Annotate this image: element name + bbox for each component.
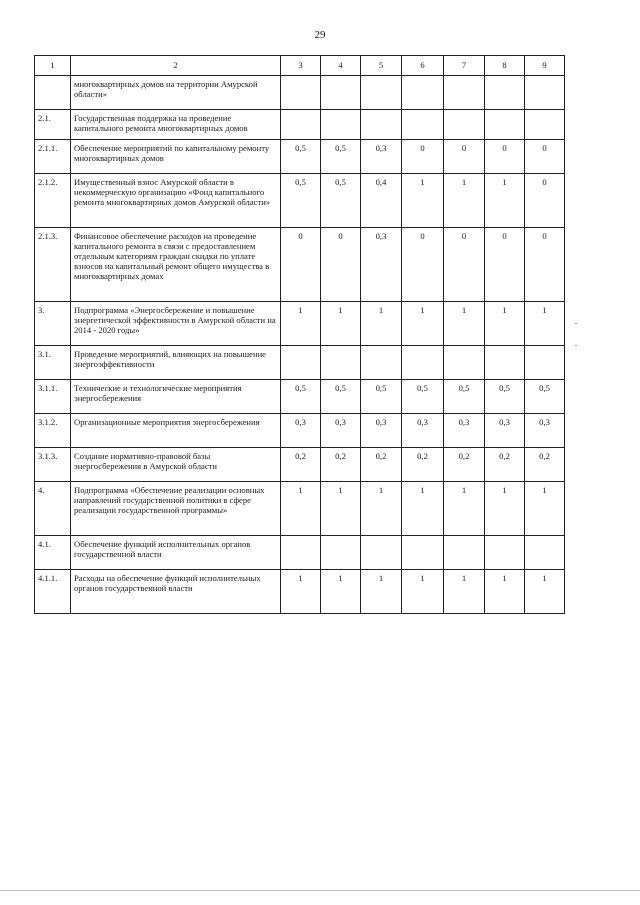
- value-cell: [361, 346, 402, 380]
- value-cell: 1: [402, 482, 444, 536]
- value-cell: 0,4: [361, 174, 402, 228]
- value-cell: [485, 76, 525, 110]
- value-cell: 0,2: [281, 448, 321, 482]
- value-cell: 1: [361, 482, 402, 536]
- value-cell: 1: [402, 570, 444, 614]
- value-cell: [281, 536, 321, 570]
- value-cell: 0: [444, 228, 485, 302]
- value-cell: 0,2: [361, 448, 402, 482]
- value-cell: [281, 76, 321, 110]
- value-cell: 0,3: [321, 414, 361, 448]
- value-cell: 0: [402, 140, 444, 174]
- value-cell: 0: [402, 228, 444, 302]
- value-cell: [402, 346, 444, 380]
- value-cell: 1: [485, 570, 525, 614]
- value-cell: 1: [281, 482, 321, 536]
- value-cell: 1: [485, 302, 525, 346]
- value-cell: 1: [485, 482, 525, 536]
- value-cell: 0,2: [321, 448, 361, 482]
- row-number: 3.1.3.: [35, 448, 71, 482]
- value-cell: [444, 346, 485, 380]
- value-cell: [525, 110, 565, 140]
- row-number: 4.: [35, 482, 71, 536]
- value-cell: 1: [321, 302, 361, 346]
- value-cell: 0,5: [281, 140, 321, 174]
- row-description: Имущественный взнос Амурской области в некоммерческую организацию «Фонд капитального ремонта многоквартирных домов Амурской области»: [71, 174, 281, 228]
- value-cell: 0,2: [525, 448, 565, 482]
- value-cell: 0,3: [485, 414, 525, 448]
- table-row: [35, 228, 565, 302]
- value-cell: [485, 110, 525, 140]
- column-header: 2: [71, 56, 281, 76]
- value-cell: 0,5: [525, 380, 565, 414]
- value-cell: 0,5: [321, 174, 361, 228]
- value-cell: 1: [525, 482, 565, 536]
- row-number: 4.1.1.: [35, 570, 71, 614]
- value-cell: 1: [321, 570, 361, 614]
- value-cell: 0: [525, 140, 565, 174]
- page-number: 29: [314, 29, 326, 41]
- value-cell: 1: [402, 302, 444, 346]
- table-header-row: [35, 56, 565, 76]
- value-cell: 1: [361, 570, 402, 614]
- value-cell: 0,5: [281, 174, 321, 228]
- table-row: [35, 448, 565, 482]
- column-header: 5: [361, 56, 402, 76]
- value-cell: [485, 536, 525, 570]
- value-cell: 1: [321, 482, 361, 536]
- page-bottom-edge: [0, 890, 640, 891]
- table-row: [35, 536, 565, 570]
- value-cell: [321, 346, 361, 380]
- row-description: Технические и технологические мероприятия энергосбережения: [71, 380, 281, 414]
- value-cell: 0,3: [444, 414, 485, 448]
- table-row: [35, 140, 565, 174]
- value-cell: 0: [444, 140, 485, 174]
- value-cell: 0,5: [485, 380, 525, 414]
- value-cell: 1: [525, 302, 565, 346]
- value-cell: [525, 536, 565, 570]
- value-cell: [361, 76, 402, 110]
- row-description: Обеспечение функций исполнительных органов государственной власти: [71, 536, 281, 570]
- row-number: 2.1.3.: [35, 228, 71, 302]
- value-cell: [361, 110, 402, 140]
- value-cell: [402, 110, 444, 140]
- row-number: 3.1.: [35, 346, 71, 380]
- row-number: 3.1.2.: [35, 414, 71, 448]
- value-cell: [485, 346, 525, 380]
- value-cell: 0: [281, 228, 321, 302]
- table-row: [35, 110, 565, 140]
- value-cell: 1: [361, 302, 402, 346]
- value-cell: 0,5: [321, 380, 361, 414]
- table-row: [35, 302, 565, 346]
- value-cell: 0: [321, 228, 361, 302]
- row-number: 2.1.: [35, 110, 71, 140]
- row-description: Расходы на обеспечение функций исполнительных органов государственной власти: [71, 570, 281, 614]
- row-description: Организационные мероприятия энергосбережения: [71, 414, 281, 448]
- row-number: [35, 76, 71, 110]
- value-cell: [402, 76, 444, 110]
- value-cell: 0,3: [281, 414, 321, 448]
- column-header: 7: [444, 56, 485, 76]
- table-row: [35, 174, 565, 228]
- column-header: 4: [321, 56, 361, 76]
- row-description: Финансовое обеспечение расходов на проведение капитального ремонта в связи с предоставлением отдельным категориям граждан скидки по уплате взносов на капитальный ремонт общего имущества в многоквартирных домах: [71, 228, 281, 302]
- row-number: 2.1.2.: [35, 174, 71, 228]
- value-cell: 0: [525, 228, 565, 302]
- scan-mark: [575, 345, 577, 346]
- indicator-table: [34, 55, 565, 614]
- row-number: 3.1.1.: [35, 380, 71, 414]
- value-cell: 0,2: [485, 448, 525, 482]
- value-cell: 1: [525, 570, 565, 614]
- value-cell: [444, 76, 485, 110]
- value-cell: [402, 536, 444, 570]
- value-cell: [281, 346, 321, 380]
- value-cell: [444, 110, 485, 140]
- value-cell: 0,5: [281, 380, 321, 414]
- value-cell: 0,3: [361, 140, 402, 174]
- table-row: [35, 380, 565, 414]
- column-header: 6: [402, 56, 444, 76]
- row-description: Государственная поддержка на проведение капитального ремонта многоквартирных домов: [71, 110, 281, 140]
- value-cell: 1: [281, 570, 321, 614]
- value-cell: 0,2: [402, 448, 444, 482]
- value-cell: 0,5: [402, 380, 444, 414]
- value-cell: 0,3: [361, 414, 402, 448]
- table-row: [35, 570, 565, 614]
- table-row: [35, 346, 565, 380]
- value-cell: 1: [444, 302, 485, 346]
- value-cell: [321, 536, 361, 570]
- value-cell: [525, 346, 565, 380]
- row-description: Подпрограмма «Обеспечение реализации основных направлений государственной политики в сфере реализации государственной программы»: [71, 482, 281, 536]
- row-number: 3.: [35, 302, 71, 346]
- table-row: [35, 76, 565, 110]
- table-row: [35, 414, 565, 448]
- value-cell: 0: [485, 228, 525, 302]
- value-cell: 0,2: [444, 448, 485, 482]
- value-cell: 1: [281, 302, 321, 346]
- row-number: 2.1.1.: [35, 140, 71, 174]
- value-cell: 0,5: [361, 380, 402, 414]
- column-header: 1: [35, 56, 71, 76]
- table-row: [35, 482, 565, 536]
- value-cell: 0: [525, 174, 565, 228]
- value-cell: [444, 536, 485, 570]
- value-cell: [525, 76, 565, 110]
- scan-mark: [575, 323, 577, 324]
- row-description: многоквартирных домов на территории Амурской области»: [71, 76, 281, 110]
- value-cell: 1: [485, 174, 525, 228]
- value-cell: [281, 110, 321, 140]
- value-cell: 1: [402, 174, 444, 228]
- column-header: 3: [281, 56, 321, 76]
- column-header: 9: [525, 56, 565, 76]
- value-cell: 0,5: [321, 140, 361, 174]
- row-description: Подпрограмма «Энергосбережение и повышение энергетической эффективности в Амурской области на 2014 - 2020 годы»: [71, 302, 281, 346]
- value-cell: [321, 110, 361, 140]
- column-header: 8: [485, 56, 525, 76]
- value-cell: [321, 76, 361, 110]
- value-cell: 1: [444, 570, 485, 614]
- value-cell: 1: [444, 174, 485, 228]
- value-cell: 0,3: [525, 414, 565, 448]
- row-number: 4.1.: [35, 536, 71, 570]
- value-cell: [361, 536, 402, 570]
- row-description: Обеспечение мероприятий по капитальному ремонту многоквартирных домов: [71, 140, 281, 174]
- row-description: Проведение мероприятий, влияющих на повышение энергоэффективности: [71, 346, 281, 380]
- value-cell: 0,5: [444, 380, 485, 414]
- value-cell: 0: [485, 140, 525, 174]
- value-cell: 1: [444, 482, 485, 536]
- value-cell: 0,3: [361, 228, 402, 302]
- value-cell: 0,3: [402, 414, 444, 448]
- row-description: Создание нормативно-правовой базы энергосбережения в Амурской области: [71, 448, 281, 482]
